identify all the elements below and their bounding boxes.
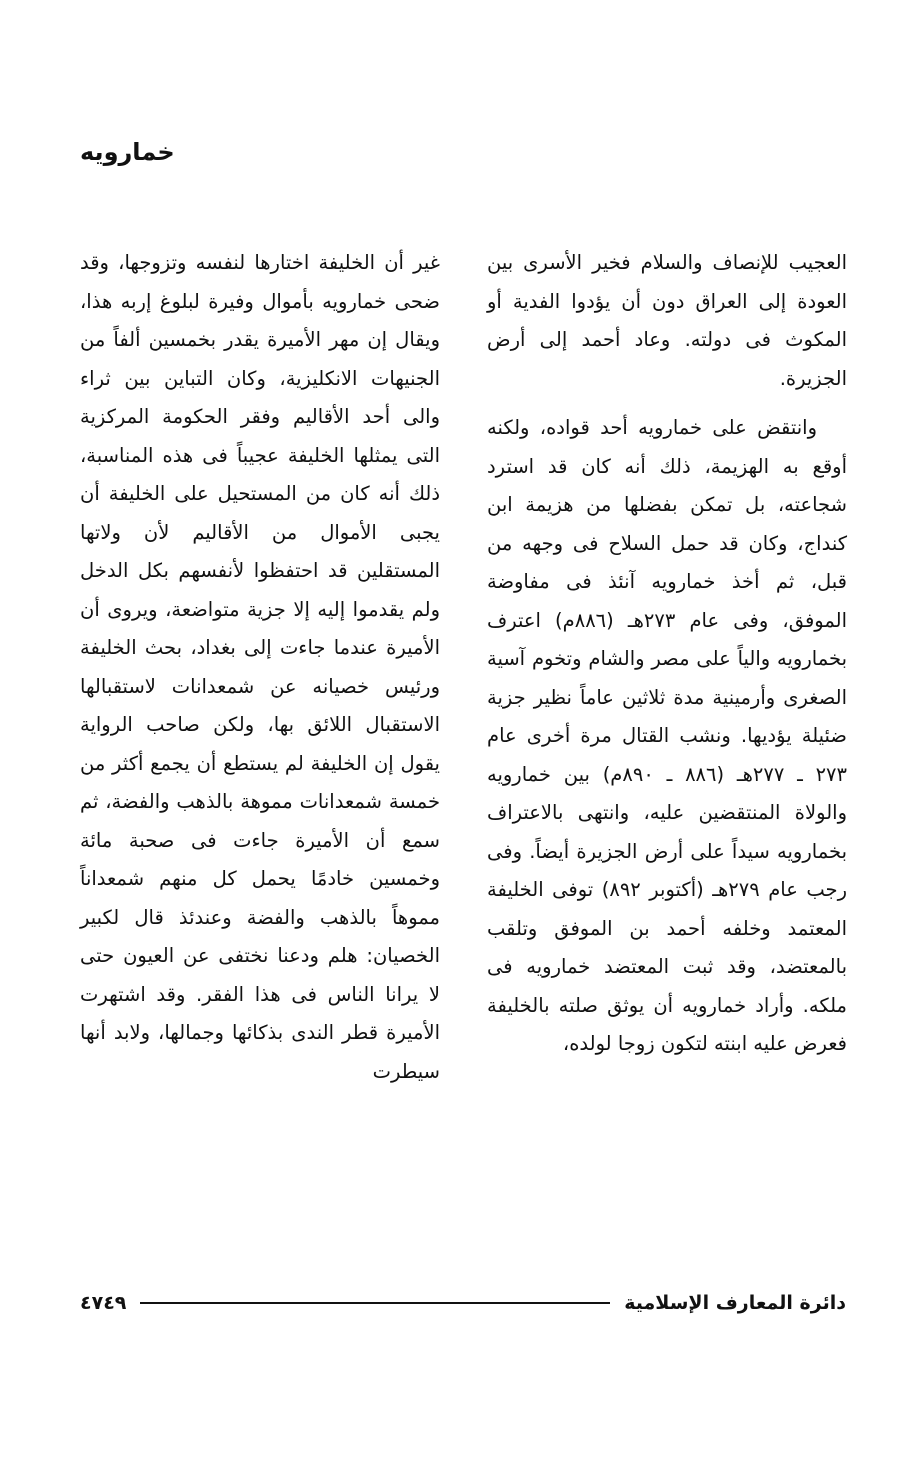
left-text-column	[80, 244, 440, 1091]
footer-divider	[140, 1302, 610, 1304]
right-text-column	[487, 244, 847, 1064]
paragraph: وانتقض على خمارويه أحد قواده، ولكنه أوقع به الهزيمة، ذلك أنه كان قد استرد شجاعته، بل تمكن بفضلها من هزيمة ابن كنداج، وكان قد حمل السلاح فى وجهه من قبل، ثم أخذ خمارويه آنئذ فى مفاوضة الموفق، وفى عام ٢٧٣هـ (٨٨٦م) اعترف بخمارويه والياً على مصر والشام وتخوم آسية الصغرى وأرمينية مدة ثلاثين عاماً نظير جزية ضئيلة يؤديها. ونشب القتال مرة أخرى عام ٢٧٣ ـ ٢٧٧هـ (٨٨٦ ـ ٨٩٠م) بين خمارويه والولاة المنتقضين عليه، وانتهى بالاعتراف بخمارويه سيداً على أرض الجزيرة أيضاً. وفى رجب عام ٢٧٩هـ (أكتوبر ٨٩٢) توفى الخليفة المعتمد وخلفه أحمد بن الموفق وتلقب بالمعتضد، وقد ثبت المعتضد خمارويه فى ملكه. وأراد خمارويه أن يوثق صلته بالخليفة فعرض عليه ابنته لتكون زوجا لولده،	[487, 416, 847, 1055]
paragraph: غير أن الخليفة اختارها لنفسه وتزوجها، وقد ضحى خمارويه بأموال وفيرة لبلوغ إربه هذا، ويقال إن مهر الأميرة يقدر بخمسين ألفاً من الجنيهات الانكليزية، وكان التباين بين ثراء والى أحد الأقاليم وفقر الحكومة المركزية التى يمثلها الخليفة عجيباً فى هذه المناسبة، ذلك أنه كان من المستحيل على الخليفة أن يجبى الأموال من الأقاليم لأن ولاتها المستقلين قد احتفظوا لأنفسهم بكل الدخل ولم يقدموا إليه إلا جزية متواضعة، ويروى أن الأميرة عندما جاءت إلى بغداد، بحث الخليفة ورئيس خصيانه عن شمعدانات لاستقبالها الاستقبال اللائق بها، ولكن صاحب الرواية يقول إن الخليفة لم يستطع أن يجمع أكثر من خمسة شمعدانات مموهة بالذهب والفضة، ثم سمع أن الأميرة جاءت فى صحبة مائة وخمسين خادمًا يحمل كل منهم شمعداناً مموهاً بالذهب والفضة وعندئذ قال لكبير الخصيان: هلم ودعنا نختفى عن العيون حتى لا يرانا الناس فى هذا الفقر. وقد اشتهرت الأميرة قطر الندى بذكائها وجمالها، ولابد أنها سيطرت	[80, 251, 440, 1083]
page-number: ٤٧٤٩	[80, 1292, 127, 1314]
running-header: خمارويه	[80, 138, 175, 166]
paragraph: العجيب للإنصاف والسلام فخير الأسرى بين العودة إلى العراق دون أن يؤدوا الفدية أو المكوث فى دولته. وعاد أحمد إلى أرض الجزيرة.	[487, 251, 847, 390]
page-footer	[80, 1288, 846, 1318]
publication-title: دائرة المعارف الإسلامية	[624, 1292, 846, 1314]
